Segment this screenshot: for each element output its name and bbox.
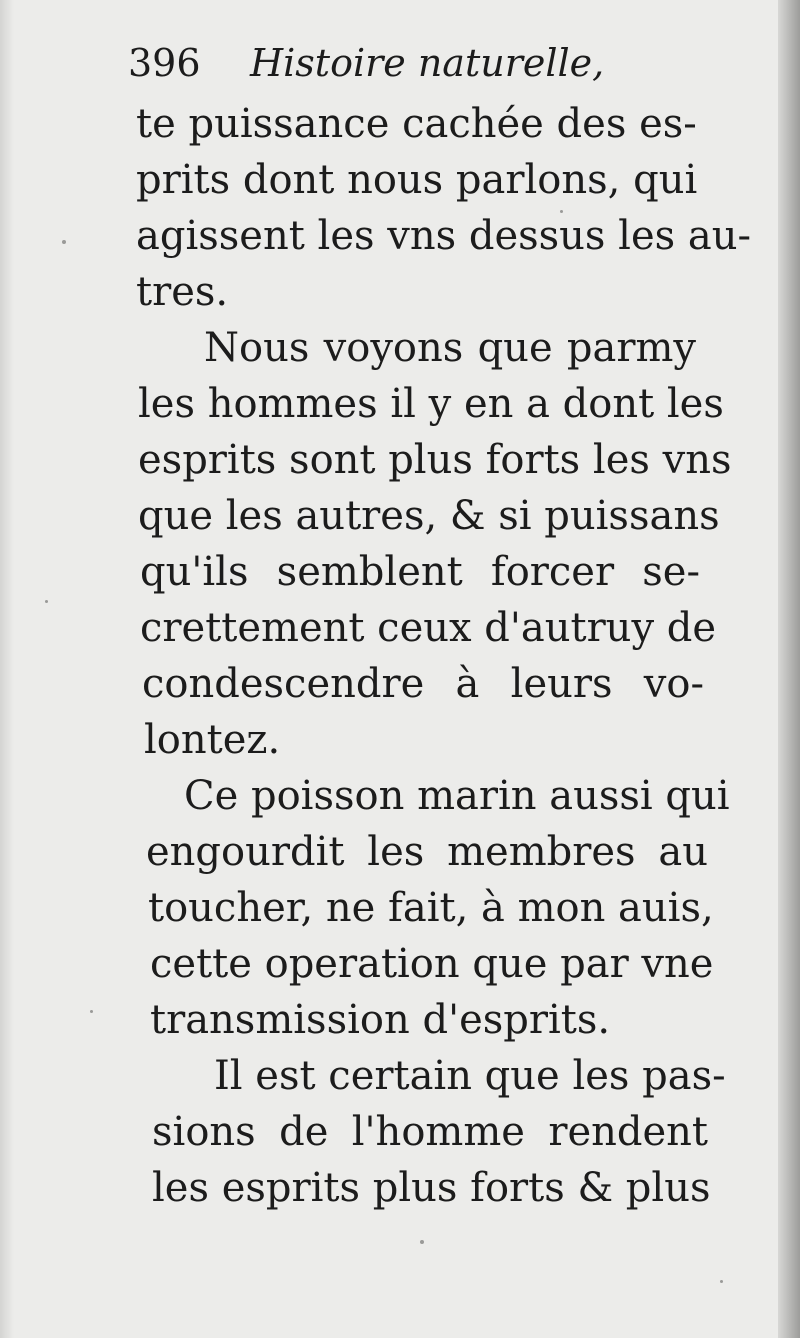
text-line: que les autres, & si puissans xyxy=(138,493,720,539)
text-line: Nous voyons que parmy xyxy=(204,325,696,371)
text-line: cette operation que par vne xyxy=(150,941,714,987)
text-line: transmission d'esprits. xyxy=(150,997,611,1043)
paper-speck xyxy=(45,600,48,603)
text-line: condescendre à leurs vo- xyxy=(142,661,704,707)
text-line: sions de l'homme rendent xyxy=(152,1109,708,1155)
text-line: Il est certain que les pas- xyxy=(214,1053,726,1099)
text-line: te puissance cachée des es- xyxy=(136,101,697,147)
text-line: crettement ceux d'autruy de xyxy=(140,605,717,651)
page-number: 396 xyxy=(128,41,201,85)
text-line: toucher, ne fait, à mon auis, xyxy=(148,885,714,931)
page-header xyxy=(128,38,608,88)
text-line: esprits sont plus forts les vns xyxy=(138,437,732,483)
text-line: lontez. xyxy=(144,717,281,763)
text-line: qu'ils semblent forcer se- xyxy=(140,549,700,595)
text-line: les esprits plus forts & plus xyxy=(152,1165,711,1211)
page-right-edge xyxy=(778,0,800,1338)
text-line: Ce poisson marin aussi qui xyxy=(184,773,730,819)
paper-speck xyxy=(420,1240,424,1244)
text-line: prits dont nous parlons, qui xyxy=(136,157,698,203)
text-line: tres. xyxy=(136,269,229,315)
paper-speck xyxy=(720,1280,723,1283)
page-left-edge xyxy=(0,0,14,1338)
running-title: Histoire naturelle, xyxy=(250,41,605,85)
text-line: les hommes il y en a dont les xyxy=(138,381,724,427)
paper-speck xyxy=(62,240,66,244)
text-line: engourdit les membres au xyxy=(146,829,708,875)
paper-speck xyxy=(90,1010,93,1013)
text-line: agissent les vns dessus les au- xyxy=(136,213,751,259)
